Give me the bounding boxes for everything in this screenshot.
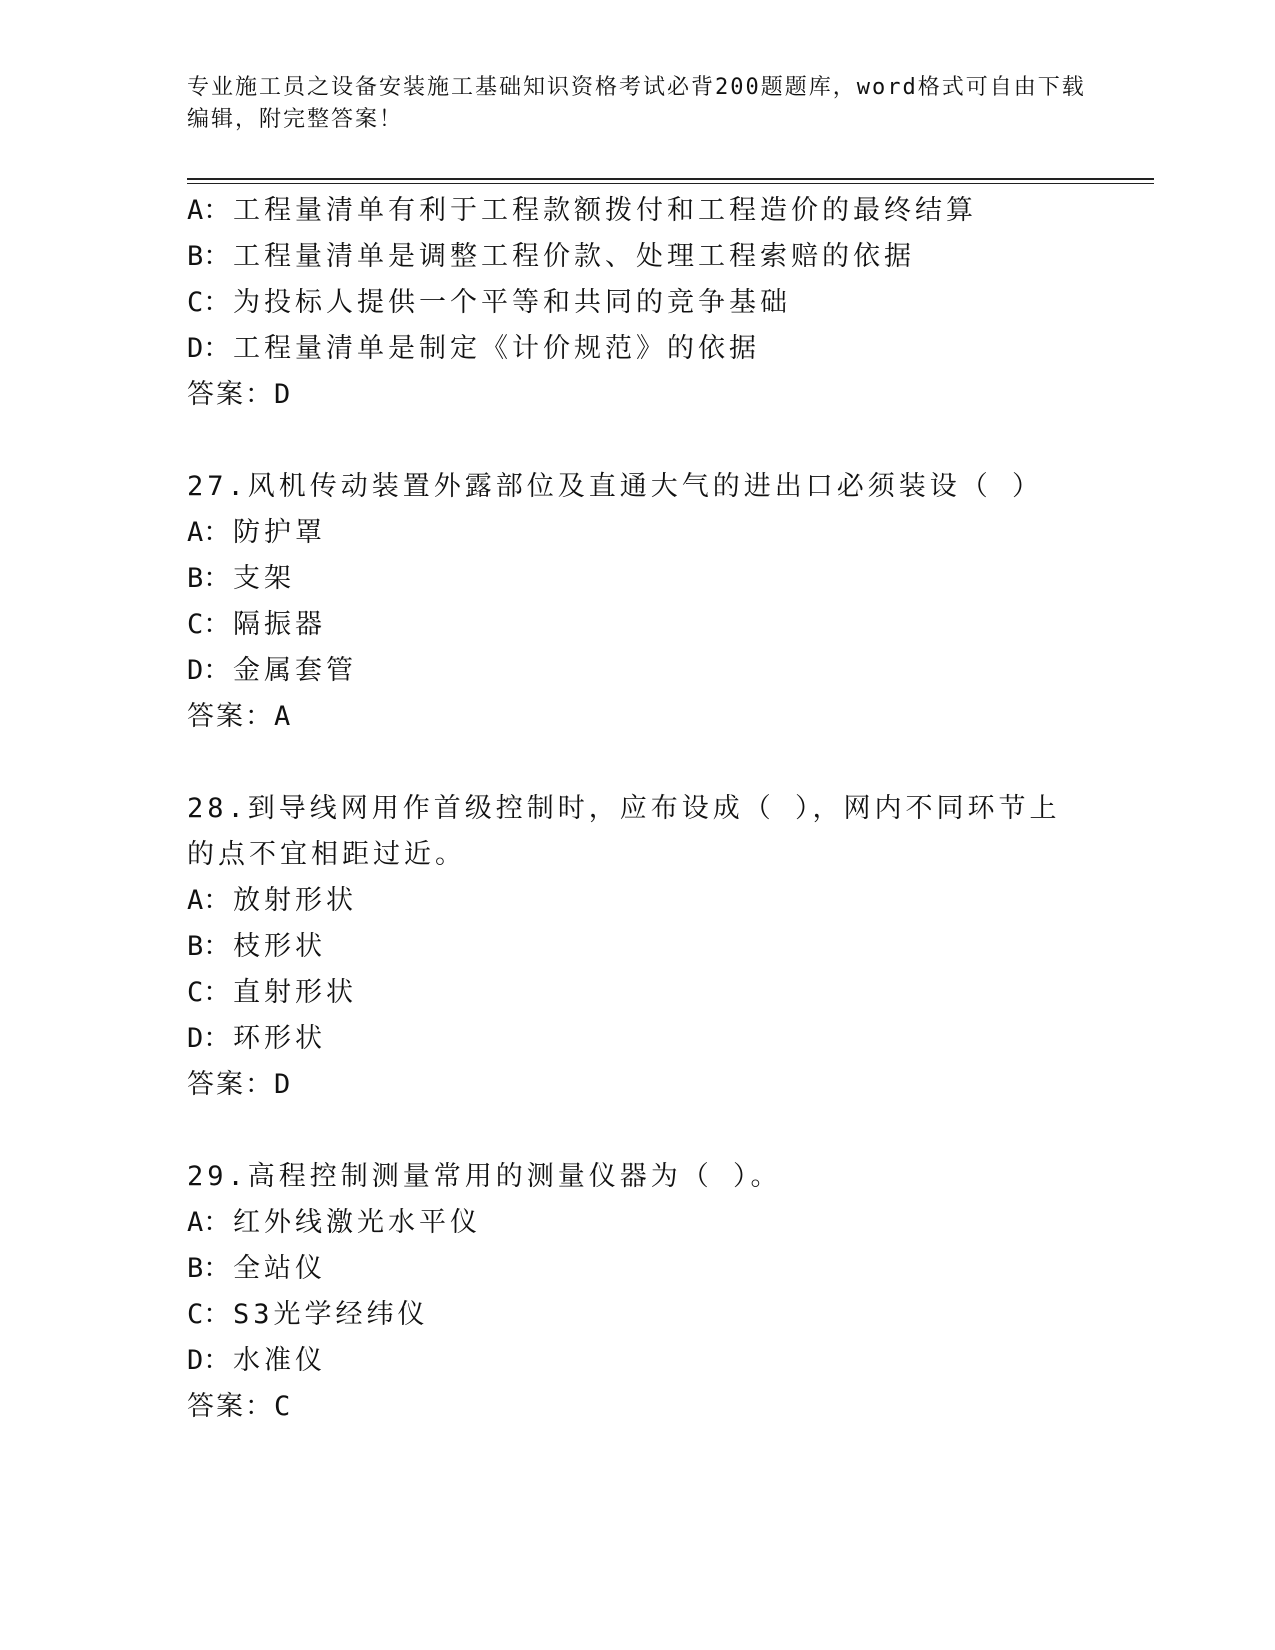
option-label: A： bbox=[187, 195, 231, 226]
header-divider-thick bbox=[187, 178, 1154, 180]
option-text: 水准仪 bbox=[233, 1345, 326, 1376]
option-text: 金属套管 bbox=[233, 655, 357, 686]
option-d bbox=[187, 1338, 1087, 1384]
answer: 答案：D bbox=[187, 1069, 293, 1100]
document-header: 专业施工员之设备安装施工基础知识资格考试必背200题题库，word格式可自由下载编辑，附完整答案！ bbox=[187, 75, 1086, 132]
option-c bbox=[187, 280, 1087, 326]
option-d bbox=[187, 1016, 1087, 1062]
option-label: A： bbox=[187, 885, 231, 916]
option-d bbox=[187, 648, 1087, 694]
question-item-27 bbox=[187, 464, 1087, 740]
option-label: B： bbox=[187, 241, 231, 272]
option-label: D： bbox=[187, 655, 231, 686]
question-text: 28.到导线网用作首级控制时，应布设成（ ），网内不同环节上的点不宜相距过近。 bbox=[187, 793, 1061, 870]
option-c bbox=[187, 1292, 1087, 1338]
option-c bbox=[187, 602, 1087, 648]
option-text: 防护罩 bbox=[233, 517, 326, 548]
option-text: 工程量清单有利于工程款额拨付和工程造价的最终结算 bbox=[233, 195, 977, 226]
answer: 答案：D bbox=[187, 379, 293, 410]
option-label: B： bbox=[187, 931, 231, 962]
option-text: 直射形状 bbox=[233, 977, 357, 1008]
option-text: 工程量清单是制定《计价规范》的依据 bbox=[233, 333, 760, 364]
option-a bbox=[187, 510, 1087, 556]
question-item-28 bbox=[187, 786, 1087, 1108]
option-b bbox=[187, 234, 1087, 280]
option-label: D： bbox=[187, 1023, 231, 1054]
option-c bbox=[187, 970, 1087, 1016]
option-text: 为投标人提供一个平等和共同的竞争基础 bbox=[233, 287, 791, 318]
option-text: 红外线激光水平仪 bbox=[233, 1207, 481, 1238]
answer: 答案：C bbox=[187, 1391, 293, 1422]
option-text: S3光学经纬仪 bbox=[233, 1299, 429, 1330]
option-label: C： bbox=[187, 609, 231, 640]
answer: 答案：A bbox=[187, 701, 293, 732]
option-b bbox=[187, 556, 1087, 602]
option-label: C： bbox=[187, 1299, 231, 1330]
option-label: C： bbox=[187, 287, 231, 318]
option-d bbox=[187, 326, 1087, 372]
question-text: 27.风机传动装置外露部位及直通大气的进出口必须装设（ ） bbox=[187, 471, 1044, 502]
option-a bbox=[187, 1200, 1087, 1246]
option-a bbox=[187, 188, 1087, 234]
question-item-29 bbox=[187, 1154, 1087, 1430]
spacer bbox=[187, 1108, 1087, 1154]
option-label: D： bbox=[187, 1345, 231, 1376]
option-a bbox=[187, 878, 1087, 924]
question-text: 29.高程控制测量常用的测量仪器为（ ）。 bbox=[187, 1161, 782, 1192]
option-b bbox=[187, 1246, 1087, 1292]
option-label: B： bbox=[187, 563, 231, 594]
option-text: 环形状 bbox=[233, 1023, 326, 1054]
option-label: D： bbox=[187, 333, 231, 364]
option-label: A： bbox=[187, 517, 231, 548]
option-text: 隔振器 bbox=[233, 609, 326, 640]
option-text: 全站仪 bbox=[233, 1253, 326, 1284]
option-label: B： bbox=[187, 1253, 231, 1284]
option-label: A： bbox=[187, 1207, 231, 1238]
option-b bbox=[187, 924, 1087, 970]
question-item-26 bbox=[187, 188, 1087, 418]
option-label: C： bbox=[187, 977, 231, 1008]
spacer bbox=[187, 740, 1087, 786]
question-list bbox=[187, 188, 1087, 1430]
header-divider-thin bbox=[187, 183, 1154, 184]
option-text: 枝形状 bbox=[233, 931, 326, 962]
option-text: 支架 bbox=[233, 563, 295, 594]
spacer bbox=[187, 418, 1087, 464]
option-text: 工程量清单是调整工程价款、处理工程索赔的依据 bbox=[233, 241, 915, 272]
option-text: 放射形状 bbox=[233, 885, 357, 916]
